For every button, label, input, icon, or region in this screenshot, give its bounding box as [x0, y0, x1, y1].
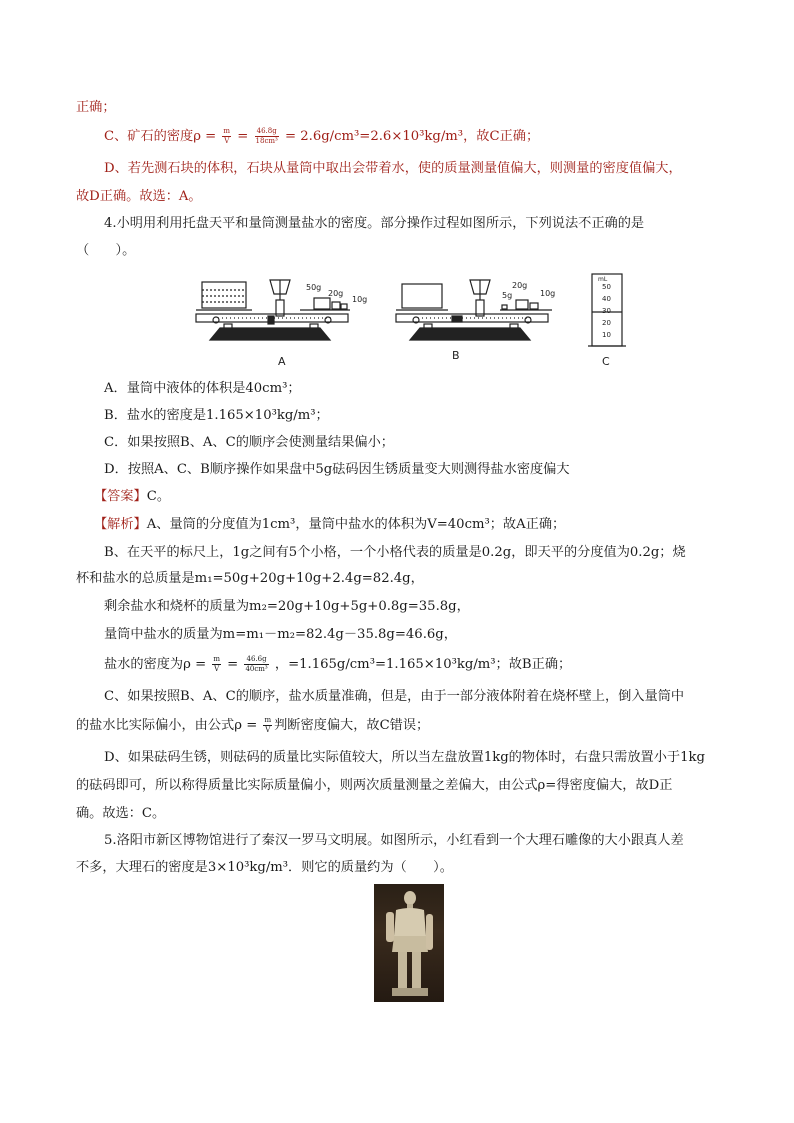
statue-photo	[374, 884, 444, 1002]
text-line: C、如果按照B、A、C的顺序，盐水质量准确，但是，由于一部分液体附着在烧杯壁上，倒入量筒中	[104, 689, 685, 704]
text-line: 正确；	[76, 100, 116, 115]
balance-b	[396, 280, 552, 340]
fraction: $\frac{m}{V}$	[213, 655, 220, 673]
fraction: $\frac{m}{V}$	[223, 127, 231, 145]
text-line: D、如果砝码生锈，则砝码的质量比实际值较大，所以当左盘放置1kg的物体时，右盘只需放置小于1kg	[104, 750, 705, 765]
weight-label: 20g	[328, 289, 344, 298]
option-c: C．如果按照B、A、C的顺序会使测量结果偏小；	[104, 435, 394, 450]
weight-label: 20g	[512, 281, 528, 290]
balance-a	[196, 280, 350, 340]
statue-figure	[374, 884, 444, 1002]
svg-text:30: 30	[602, 307, 611, 315]
svg-text:mL: mL	[598, 276, 608, 283]
svg-text:40: 40	[602, 295, 611, 303]
text-line: 不多，大理石的密度是3×10³kg/m³．则它的质量约为（ ）。	[76, 860, 453, 875]
weight-label: 10g	[352, 295, 368, 304]
text-line: C、矿石的密度ρ = $\frac{m}{V}$ = $\frac{46.8g}{\text{18cm³}}$ = 2.6g/cm³=2.6×10³kg/m³，故C正确；	[104, 127, 540, 145]
option-d: D．按照A、C、B顺序操作如果盘中5g砝码因生锈质量变大则测得盐水密度偏大	[104, 462, 570, 477]
option-b: B．盐水的密度是1.165×10³kg/m³；	[104, 408, 329, 423]
figure-label-b: B	[452, 349, 460, 362]
balance-figure	[190, 270, 640, 370]
fraction: $\frac{46.8g}{\text{18cm³}}$	[255, 127, 278, 145]
question-4: 4.小明用利用托盘天平和量筒测量盐水的密度。部分操作过程如图所示，下列说法不正确的是	[104, 216, 645, 231]
text-line: D、若先测石块的体积，石块从量筒中取出会带着水，使的质量测量值偏大，则测量的密度值偏大，	[104, 161, 682, 176]
analysis: 【解析】A、量筒的分度值为1cm³，量筒中盐水的体积为V=40cm³；故A正确；	[94, 517, 566, 532]
option-a: A．量筒中液体的体积是40cm³；	[104, 381, 301, 396]
svg-text:50: 50	[602, 283, 611, 291]
svg-text:10: 10	[602, 331, 611, 339]
text-line: 杯和盐水的总质量是m₁=50g+20g+10g+2.4g=82.4g，	[76, 571, 424, 586]
text-line: B、在天平的标尺上，1g之间有5个小格，一个小格代表的质量是0.2g，即天平的分度值为0.2g；烧	[104, 545, 686, 560]
text-line: 的盐水比实际偏小，由公式ρ = $\frac{m}{V}$ 判断密度偏大，故C错误；	[76, 716, 430, 734]
fraction: $\frac{46.6g}{\text{40cm³}}$	[245, 655, 268, 673]
weight-label: 50g	[306, 283, 322, 292]
fraction: $\frac{m}{V}$	[264, 716, 272, 734]
text-line: 剩余盐水和烧杯的质量为m₂=20g+10g+5g+0.8g=35.8g，	[104, 599, 470, 614]
text-line: （ ）。	[76, 243, 136, 258]
figure-label-a: A	[278, 355, 286, 368]
question-5: 5.洛阳市新区博物馆进行了秦汉一罗马文明展。如图所示，小红看到一个大理石雕像的大小跟真人差	[104, 833, 684, 848]
weight-label: 10g	[540, 289, 556, 298]
text-line: 量筒中盐水的质量为m=m₁－m₂=82.4g－35.8g=46.6g，	[104, 627, 457, 642]
weight-label: 5g	[502, 291, 513, 300]
text-line: 确。故选：C。	[76, 806, 166, 821]
text-line: 故D正确。故选：A。	[76, 189, 202, 204]
text-line: 盐水的密度为ρ = $\frac{m}{V}$ = $\frac{46.6g}{\text{40cm³}}$ ，=1.165g/cm³=1.165×10³kg/m³；故B正确；	[104, 655, 572, 673]
svg-text:20: 20	[602, 319, 611, 327]
figure-label-c: C	[602, 355, 610, 368]
answer: 【答案】C。	[94, 489, 171, 504]
text-line: 的砝码即可，所以称得质量比实际质量偏小，则两次质量测量之差偏大，由公式ρ=得密度偏大，故D正	[76, 778, 673, 793]
